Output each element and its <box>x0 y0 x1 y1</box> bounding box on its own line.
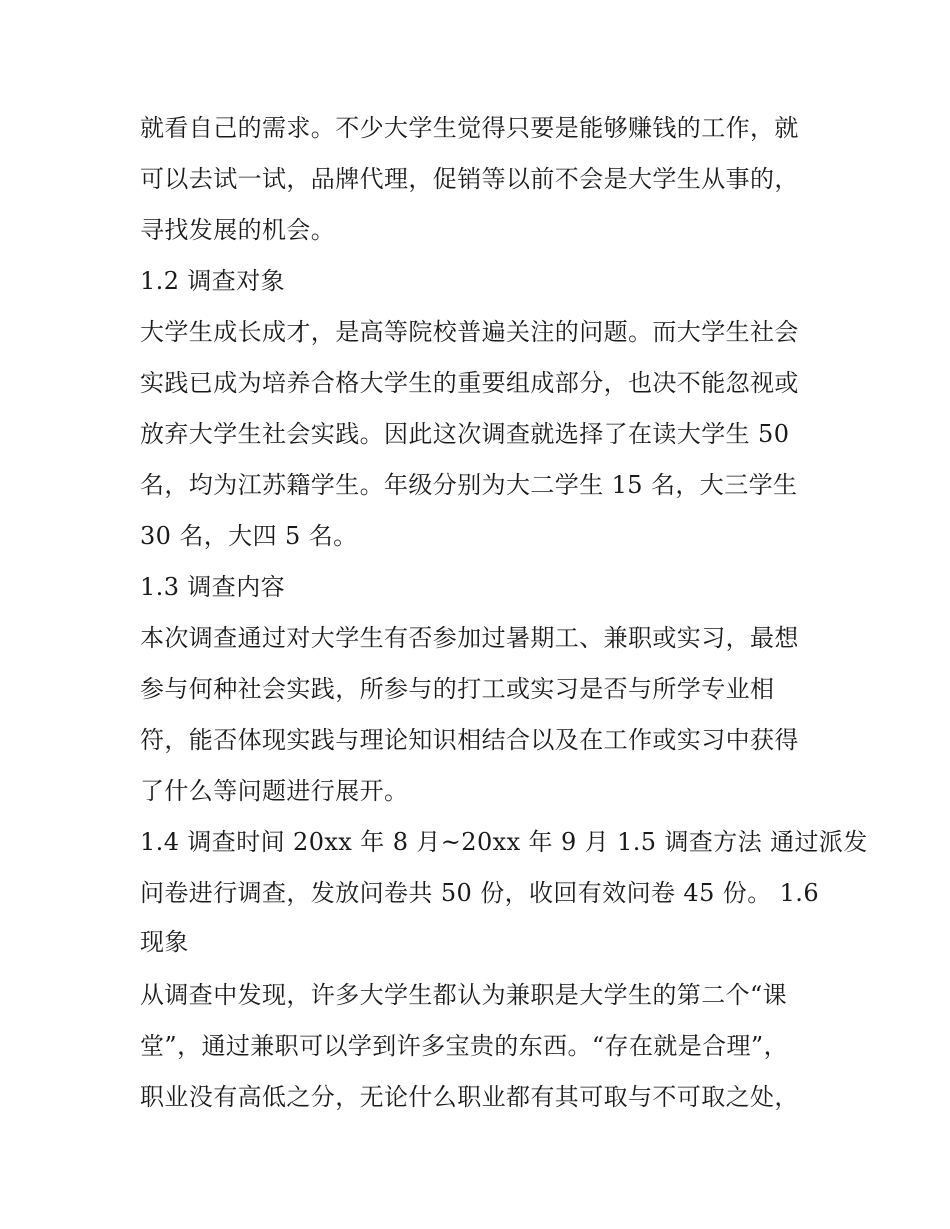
text-line: 30 名，大四 5 名。 <box>140 522 358 550</box>
text-line: 参与何种社会实践，所参与的打工或实习是否与所学专业相 <box>140 675 775 703</box>
text-line: 实践已成为培养合格大学生的重要组成部分，也决不能忽视或 <box>140 369 799 397</box>
text-line: 就看自己的需求。不少大学生觉得只要是能够赚钱的工作，就 <box>140 114 799 142</box>
text-line: 职业没有高低之分，无论什么职业都有其可取与不可取之处， <box>140 1083 799 1111</box>
text-line: 寻找发展的机会。 <box>140 216 336 244</box>
text-line: 了什么等问题进行展开。 <box>140 777 409 805</box>
text-line: 可以去试一试，品牌代理，促销等以前不会是大学生从事的， <box>140 165 799 193</box>
text-line: 现象 <box>140 928 189 956</box>
text-line: 放弃大学生社会实践。因此这次调查就选择了在读大学生 50 <box>140 420 790 448</box>
text-line: 堂”，通过兼职可以学到许多宝贵的东西。“存在就是合理”， <box>140 1032 789 1060</box>
text-line: 符，能否体现实践与理论知识相结合以及在工作或实习中获得 <box>140 726 799 754</box>
text-line: 本次调查通过对大学生有否参加过暑期工、兼职或实习，最想 <box>140 624 799 652</box>
text-line: 名，均为江苏籍学生。年级分别为大二学生 15 名，大三学生 <box>140 471 798 499</box>
text-line: 问卷进行调查，发放问卷共 50 份，收回有效问卷 45 份。 1.6 <box>140 879 819 907</box>
text-line: 1.4 调查时间 20xx 年 8 月~20xx 年 9 月 1.5 调查方法 通过派发 <box>140 828 868 856</box>
text-line: 大学生成长成才，是高等院校普遍关注的问题。而大学生社会 <box>140 318 799 346</box>
section-heading: 1.2 调查对象 <box>140 267 285 295</box>
section-heading: 1.3 调查内容 <box>140 573 285 601</box>
text-line: 从调查中发现，许多大学生都认为兼职是大学生的第二个“课 <box>140 981 788 1009</box>
